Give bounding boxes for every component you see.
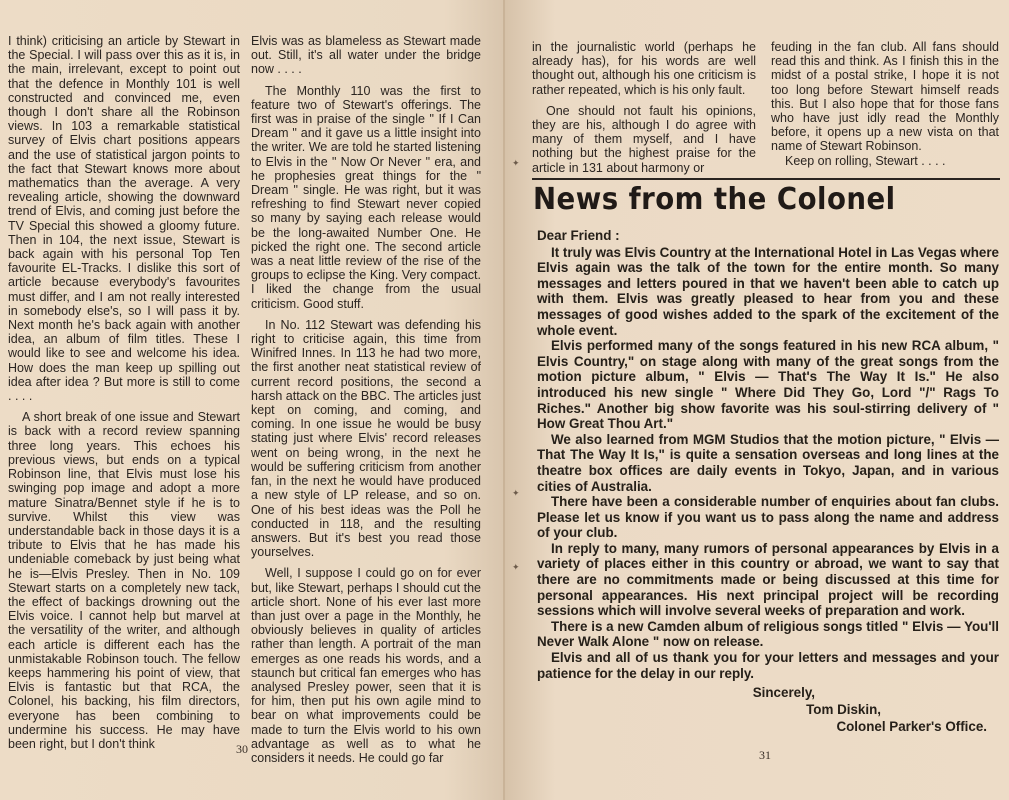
letter-paragraph: It truly was Elvis Country at the International Hotel in Las Vegas where Elvis again was the talk of the town for the entire month. So many messages and letters poured in that we haven't been able to catch up with them. Elvis was greatly pleased to hear from you and these messages of good wishes added to the spark of the excitement of the whole event. <box>537 244 999 338</box>
paragraph: in the journalistic world (perhaps he already has), for his words are well thought out, although his one criticism is rather repeated, which is his only fault. <box>532 40 756 97</box>
section-divider <box>532 178 1000 180</box>
letter-paragraph: Elvis and all of us thank you for your letters and messages and your patience for the delay in our reply. <box>537 650 999 681</box>
letter-paragraph: We also learned from MGM Studios that the motion picture, " Elvis — That The Way It Is," is quite a sensation overseas and long lines at the theatre box offices are daily events in Tokyo, Japan, and in various cities of Australia. <box>537 431 999 494</box>
news-heading: News from the Colonel <box>533 182 896 217</box>
margin-ornament: ✦ <box>512 562 520 572</box>
closing-sincerely: Sincerely, <box>752 685 815 701</box>
left-column-2 <box>251 34 481 765</box>
letter-closing <box>537 684 999 735</box>
colonel-letter <box>537 228 999 735</box>
margin-ornament: ✦ <box>512 488 520 498</box>
letter-paragraph: There have been a considerable number of enquiries about fan clubs. Please let us know if you want us to pass along the name and address of your club. <box>537 494 999 541</box>
sign-off: Keep on rolling, Stewart . . . . <box>785 153 946 168</box>
paragraph: In No. 112 Stewart was defending his right to criticise again, this time from Winifred Innes. In 113 he had two more, the first another neat statistical review of current record positions, the second a harsh attack on the BBC. The articles just kept on coming, and coming, and coming. In one issue he would be busy stating just where Elvis' record releases went on being wrong, in the next he would be suffering criticism from another fan, in the next he would have produced a new style of LP release, and so on. One of his best ideas was the Poll he conducted in 118, and the resulting answers. But it's best you read those yourselves. <box>251 317 481 560</box>
left-column-1 <box>8 34 240 751</box>
paragraph: Elvis was as blameless as Stewart made out. Still, it's all water under the bridge now . . . . <box>251 34 481 77</box>
margin-ornament: ✦ <box>512 158 520 168</box>
letter-paragraph: Elvis performed many of the songs featured in his new RCA album, " Elvis Country," on stage along with many of the great songs from the motion picture album, " Elvis — That's The Way It Is." He also introduced his new single " Where Did They Go, Lord "/" Rags To Riches." Another big show favorite was his soul-stirring delivery of " How Great Thou Art." <box>537 338 999 432</box>
paragraph: A short break of one issue and Stewart is back with a record review spanning three long years. This echoes his previous views, but ends on a typical Robinson line, that Elvis must lose his swinging pop image and adopt a more mature Sinatra/Bennet style if he is to survive. Whilst this view was understandable back in those days it is a tribute to Elvis that he has made his undeniable comeback by just being what he is—Elvis Presley. Then in No. 109 Stewart starts on a completely new tack, the effect of backings drowning out the Elvis voice. I cannot help but marvel at the versatility of the writer, and although each article is different each has the unmistakable Robinson touch. The fellow keeps hammering his point of view, that Elvis is fantastic but that RCA, the Colonel, his backing, his film directors, everyone has been combining to undermine his success. He may have been right, but I don't think <box>8 410 240 751</box>
right-column-1 <box>532 40 756 175</box>
closing-office: Colonel Parker's Office. <box>836 719 987 735</box>
letter-paragraph: There is a new Camden album of religious songs titled " Elvis — You'll Never Walk Alone " now on release. <box>537 618 999 650</box>
paragraph: One should not fault his opinions, they are his, although I do agree with many of them myself, and I have nothing but the highest praise for the article in 131 about harmony or <box>532 103 756 175</box>
letter-paragraph: In reply to many, many rumors of personal appearances by Elvis in a variety of places either in this country or abroad, we want to say that there are no commitments made or being discussed at this time for personal appearances. His next principal project will be recording sessions which will involve several weeks of preparation and work. <box>537 540 999 619</box>
page-number-right: 31 <box>759 748 771 762</box>
closing-signatory: Tom Diskin, <box>806 702 881 718</box>
page-number-left: 30 <box>236 742 248 756</box>
right-column-2 <box>771 40 999 168</box>
paragraph: feuding in the fan club. All fans should read this and think. As I finish this in the midst of a postal strike, I hope it is not too long before Stewart himself reads this. But I also hope that for those fans who have just idly read the Monthly before, it opens up a new vista on that name of Stewart Robinson. <box>771 40 999 154</box>
paragraph: The Monthly 110 was the first to feature two of Stewart's offerings. The first was in praise of the single " If I Can Dream " and it gave us a little insight into the writer. We are told he started listening to Elvis in the " Now Or Never " era, and he prophesies great things for the " Dream " single. He was right, but it was refreshing to find Stewart never copied so many by saying each release would be the long-awaited Number One. He picked the right one. The second article was a neat little review of the rise of the groups to eclipse the King. Very compact. I liked the change from the usual criticism. Good stuff. <box>251 83 481 311</box>
paragraph: I think) criticising an article by Stewart in the Special. I will pass over this as it is, in the main, irrelevant, except to point out that the defence in Monthly 101 is well constructed and convinced me, even though I don't share all the Robinson views. In 103 a remarkable statistical survey of Elvis chart positions appears and the use of statistical jargon points to the fact that Stewart knows more about mathematics than the average. A very revealing article, showing the downward trend of Elvis, and coming just before the TV Special this showed a gloomy future. Then in 104, the next issue, Stewart is back again with his personal Top Ten favourite EL-Tracks. I dislike this sort of article because everybody's favourites must differ, and I am not really interested in somebody else's, so I will pass it by. Next month he's back again with another idea, an album of film titles. These I would like to see and welcome his idea. How does the man keep up spilling out idea after idea ? But more is still to come . . . . <box>8 34 240 404</box>
paragraph: Well, I suppose I could go on for ever but, like Stewart, perhaps I should cut the article short. None of his ever last more than just over a page in the Monthly, he obviously believes in quality of articles rather than length. A portrait of the man emerges as one reads his words, and a staunch but critical fan emerges who has analysed Presley power, seen that it is for him, then put his own agile mind to bear on what improvements could be made to turn the Elvis world to his own advantage as well as to what he considers it needs. He could go far <box>251 566 481 765</box>
letter-greeting: Dear Friend : <box>537 228 620 243</box>
